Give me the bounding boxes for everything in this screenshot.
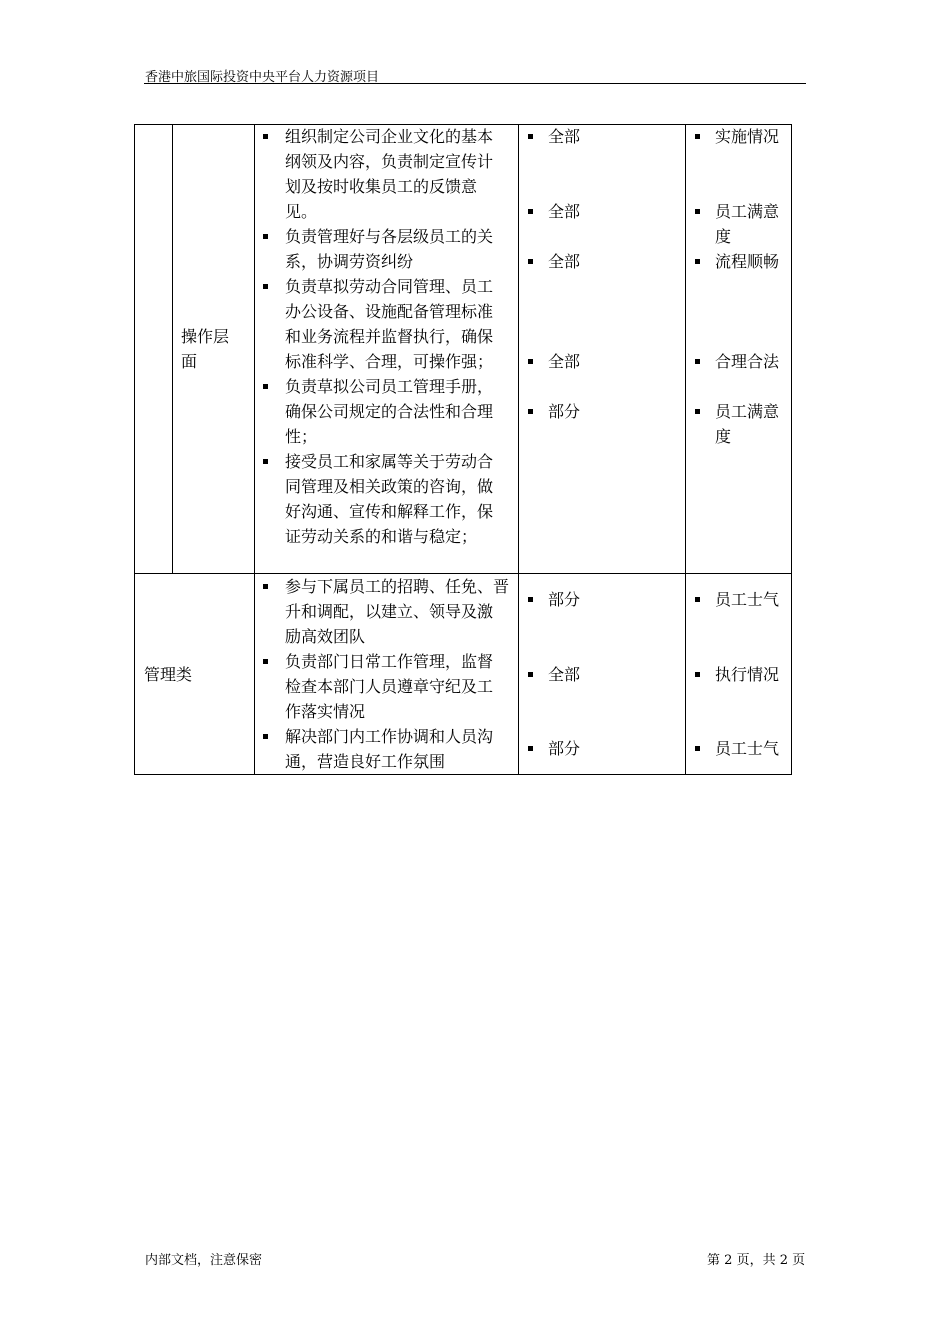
bullet-marker [528,359,533,364]
header-rule [144,83,806,84]
scope-cell [518,573,686,775]
section-label: 操作层 [181,327,230,346]
scope-value: 全部 [548,252,581,271]
scope-value: 全部 [548,127,581,146]
metric-value: 度 [715,427,732,446]
bullet-marker [695,672,700,677]
bullet-marker [695,259,700,264]
duty-item-line: 纲领及内容，负责制定宣传计 [285,152,494,171]
bullet-marker [528,746,533,751]
bullet-marker [528,597,533,602]
scope-value: 部分 [548,590,581,609]
scope-value: 全部 [548,352,581,371]
duty-item-line: 检查本部门人员遵章守纪及工 [285,677,494,696]
duty-item-line: 组织制定公司企业文化的基本 [285,127,494,146]
bullet-marker [263,134,268,139]
bullet-marker [528,209,533,214]
page-number [707,1249,805,1268]
scope-cell [518,124,686,574]
scope-value: 部分 [548,739,581,758]
bullet-marker [263,384,268,389]
duty-item-line: 划及按时收集员工的反馈意 [285,177,478,196]
bullet-marker [695,409,700,414]
duty-item-line: 接受员工和家属等关于劳动合 [285,452,494,471]
metric-value: 员工满意 [715,202,780,221]
metric-value: 员工士气 [715,590,780,609]
duty-item-line: 好沟通、宣传和解释工作，保 [285,502,494,521]
bullet-marker [695,209,700,214]
duty-item-line: 负责草拟劳动合同管理、员工 [285,277,494,296]
bullet-marker [695,134,700,139]
duty-item-line: 确保公司规定的合法性和合理 [285,402,494,421]
metric-value: 合理合法 [715,352,780,371]
duty-item-line: 负责草拟公司员工管理手册， [285,377,494,396]
section-label: 管理类 [144,665,193,684]
metric-value: 员工满意 [715,402,780,421]
section-label: 面 [181,352,198,371]
scope-value: 全部 [548,202,581,221]
duty-item-line: 负责管理好与各层级员工的关 [285,227,494,246]
scope-value: 部分 [548,402,581,421]
duty-item-line: 升和调配，以建立、领导及激 [285,602,494,621]
duty-item-line: 标准科学、合理，可操作强； [285,352,494,371]
page-suffix: 页 [792,1253,806,1268]
duty-item-line: 负责部门日常工作管理，监督 [285,652,494,671]
metric-value: 执行情况 [715,665,780,684]
bullet-marker [263,284,268,289]
duty-item-line: 见。 [285,202,318,221]
metric-value: 实施情况 [715,127,780,146]
bullet-marker [695,597,700,602]
metric-value: 员工士气 [715,739,780,758]
duty-item-line: 系，协调劳资纠纷 [285,252,414,271]
metric-value: 流程顺畅 [715,252,780,271]
bullet-marker [263,584,268,589]
page-current: 2 [724,1253,733,1268]
duty-item-line: 证劳动关系的和谐与稳定； [285,527,478,546]
bullet-marker [695,359,700,364]
bullet-marker [263,734,268,739]
duty-item-line: 解决部门内工作协调和人员沟 [285,727,494,746]
bullet-marker [528,259,533,264]
page-mid: 页，共 [736,1253,776,1268]
duty-item-line: 作落实情况 [285,702,366,721]
duty-item-line: 通，营造良好工作氛围 [285,752,446,771]
duty-item-line: 参与下属员工的招聘、任免、晋 [285,577,510,596]
bullet-marker [528,672,533,677]
bullet-marker [263,659,268,664]
bullet-marker [528,134,533,139]
document-header: 香港中旅国际投资中央平台人力资源项目 [145,70,380,85]
duty-item-line: 同管理及相关政策的咨询，做 [285,477,494,496]
bullet-marker [695,746,700,751]
duty-item-line: 和业务流程并监督执行，确保 [285,327,494,346]
metric-value: 度 [715,227,732,246]
duty-item-line: 性； [285,427,318,446]
duty-item-line: 办公设备、设施配备管理标准 [285,302,494,321]
duty-item-line: 励高效团队 [285,627,366,646]
scope-value: 全部 [548,665,581,684]
bullet-marker [528,409,533,414]
page-prefix: 第 [707,1253,721,1268]
confidential-note: 内部文档，注意保密 [145,1253,263,1268]
bullet-marker [263,234,268,239]
section-group-cell [134,124,173,574]
page-total: 2 [779,1253,789,1268]
bullet-marker [263,459,268,464]
